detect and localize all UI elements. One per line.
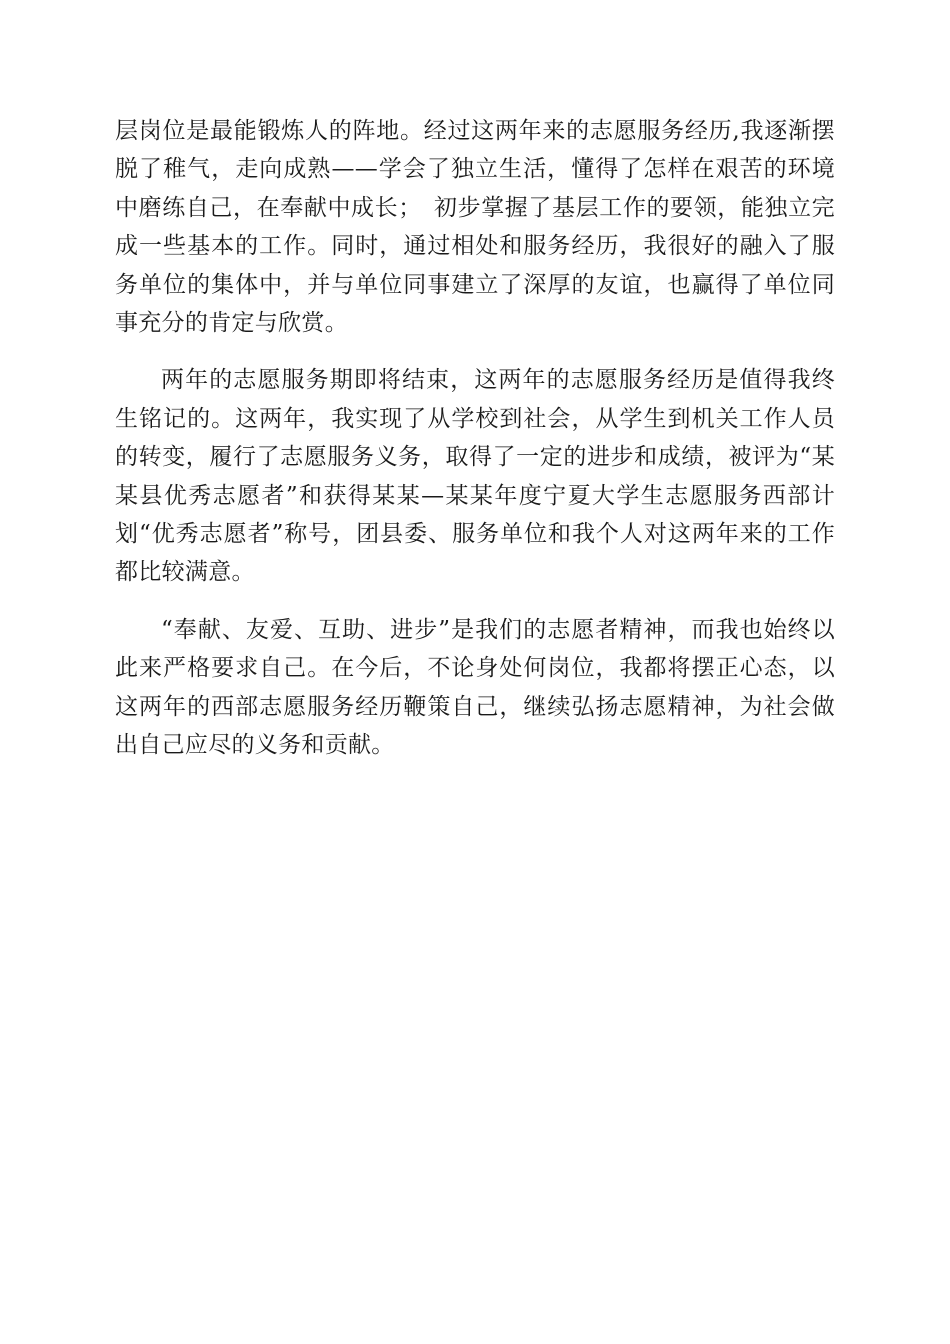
paragraph-volunteer-spirit: “奉献、友爱、互助、进步”是我们的志愿者精神，而我也始终以此来严格要求自己。在今后，不论身处何岗位，我都将摆正心态，以这两年的西部志愿服务经历鞭策自己，继续弘扬志愿精神，为社会做出自己应尽的义务和贡献。	[115, 616, 835, 759]
paragraph-service-summary: 两年的志愿服务期即将结束，这两年的志愿服务经历是值得我终生铭记的。这两年，我实现了从学校到社会，从学生到机关工作人员的转变，履行了志愿服务义务，取得了一定的进步和成绩，被评为“某某县优秀志愿者”和获得某某—某某年度宁夏大学生志愿服务西部计划“优秀志愿者”称号，团县委、服务单位和我个人对这两年来的工作都比较满意。	[115, 367, 835, 586]
document-body	[115, 112, 835, 784]
paragraph-continuation: 层岗位是最能锻炼人的阵地。经过这两年来的志愿服务经历,我逐渐摆脱了稚气，走向成熟——学会了独立生活，懂得了怎样在艰苦的环境中磨练自己，在奉献中成长； 初步掌握了基层工作的要领，能独立完成一些基本的工作。同时，通过相处和服务经历，我很好的融入了服务单位的集体中，并与单位同事建立了深厚的友谊，也赢得了单位同事充分的肯定与欣赏。	[115, 118, 835, 337]
